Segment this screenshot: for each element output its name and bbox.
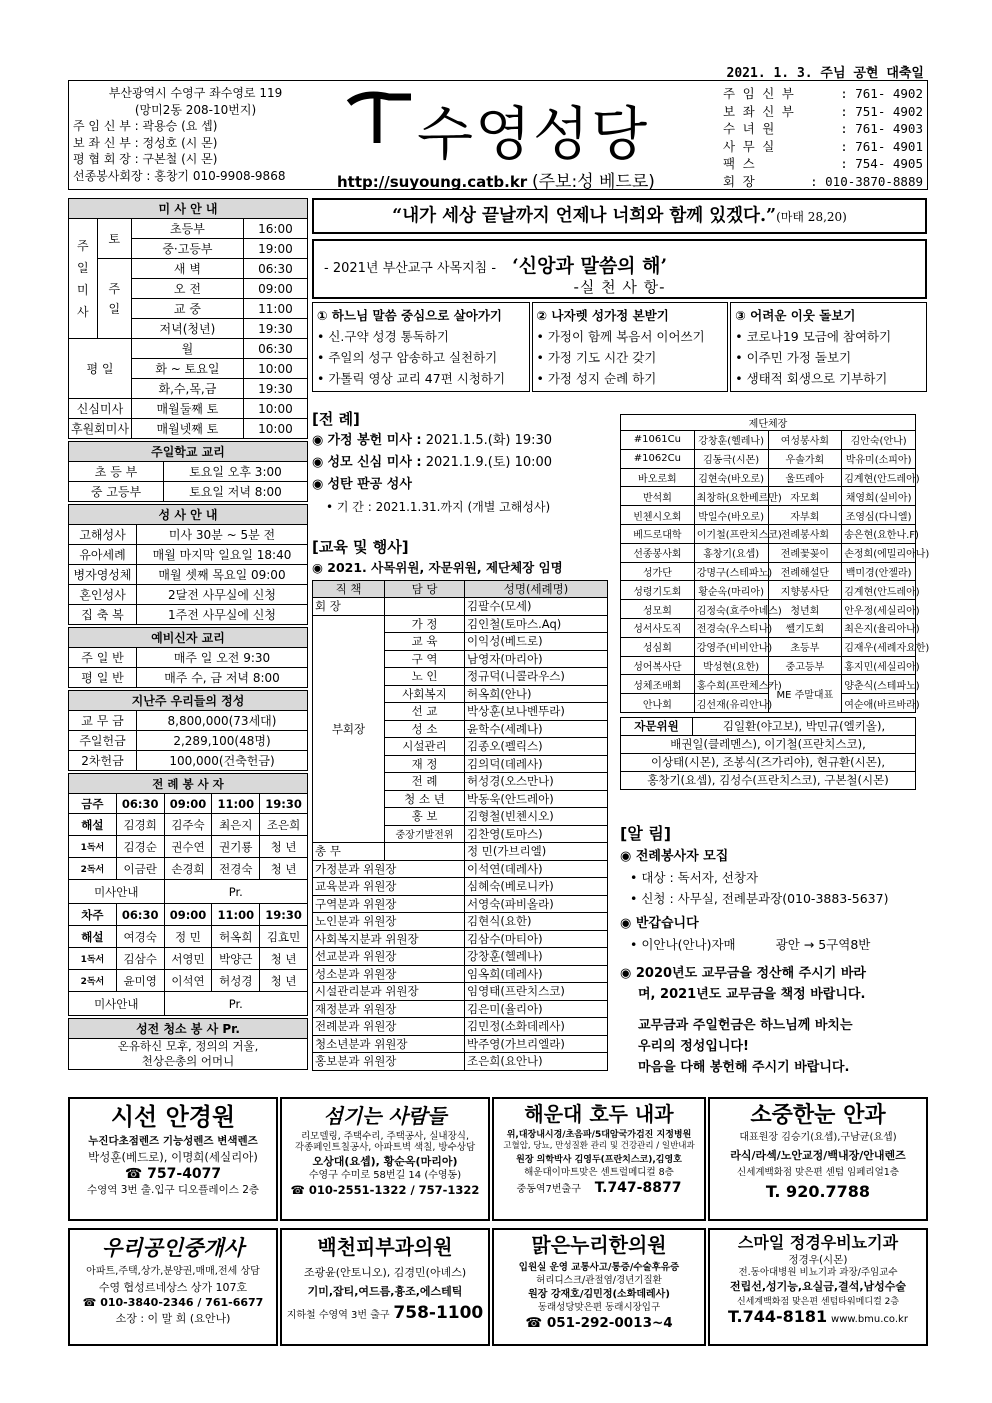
appointment-row: 사회복지 허옥희(안나): [313, 685, 608, 703]
sunday-label: 주 일: [97, 259, 131, 339]
appointment-row: 선교분과 위원장 강창훈(헬레나): [313, 948, 608, 966]
catechumen-table: 예비신자 교리 주 일 반 매주 일 오전 9:30 평 일 반 매주 수, 금 저녁 8:00: [68, 627, 308, 688]
pastoral-guideline: - 2021년 부산교구 사목지침 - ‘신앙과 말씀의 해’: [324, 255, 668, 277]
appointment-row: 사회복지분과 위원장 김삼수(마티아): [313, 930, 608, 948]
group-row: 성모회 김정숙(효주아녜스) 청년회 안우정(세실리아): [621, 600, 916, 619]
group-row: 성가단 강명구(스테파노) 전례해설단 백미경(안젤라): [621, 562, 916, 581]
cross-logo-icon: [339, 83, 419, 163]
contact-row: 사 무 실 : 761- 4901: [723, 138, 923, 154]
appointment-row: 구 역 남영자(마리아): [313, 650, 608, 668]
appointment-row: 전 례 허성경(오스만나): [313, 773, 608, 791]
practice-col-3: ③ 어려운 이웃 돌보기 • 코로나19 모금에 참여하기 • 이주민 가정 돌보기 • 생태적 회생으로 기부하기: [730, 302, 927, 392]
notice-title: [알 림]: [620, 824, 672, 843]
appointment-row: 홍보분과 위원장 조은희(요안나): [313, 1053, 608, 1071]
servers-table: 전 례 봉 사 자 금주 06:30 09:00 11:00 19:30 해설 김경희 김주숙 최은지 조은희 1독서 김경순 권수연 권기룡 청 년 2독서 이금란 손경희 전경숙 청 년 미사안내 Pr. 차주 06:30 09:00 11:00 19:30 해설 여경숙 정 민 허옥희 김효민 1독서 김삼수 서영민 박양근 청 년 2독서 윤미영 이석연 허성경 청 년 미사안내 Pr.: [68, 773, 308, 1016]
saturday-label: 토: [97, 219, 131, 259]
appointment-row: 청 소 년 박동욱(안드레아): [313, 790, 608, 808]
funeral-president: 선종봉사회장 : 홍창기 010-9908-9868: [73, 168, 286, 183]
contact-row: 팩 스 : 754- 4905: [723, 156, 923, 171]
ad-oriental-clinic: 맑은누리한의원 입원실 운영 교통사고/통증/수술후유증 허리디스크/관절염/경년기질환 원장 강재호/김민정(소화데레사) 동래성당맞은편 동래시장입구 ☎ 051-292-0013~4: [492, 1228, 706, 1346]
pastoral-sub: -실 천 사 항-: [573, 278, 666, 296]
group-row: #1061Cu 강창훈(헬레나) 여성봉사회 김안숙(안나): [621, 431, 916, 450]
groups-section: [620, 414, 930, 790]
appointment-row: 청소년분과 위원장 박주영(가브리엘라): [313, 1035, 608, 1053]
appointment-row: 회 장 김팔수(모세): [313, 598, 608, 616]
appointment-row: 부회장 가 정 김인철(토마스.Aq): [313, 615, 608, 633]
group-row: 성어복사단 박성현(요한) 중고등부 홍지민(세실리아): [621, 656, 916, 675]
group-row: 베드로대학 이기철(프란치스코) 전례봉사회 송은현(요한나.F): [621, 524, 916, 543]
appointment-row: 노 인 정규덕(니콜라우스): [313, 668, 608, 686]
quote-box: [312, 198, 927, 234]
group-row: 성서사도직 전경숙(우스티나) 쎌기도회 최은지(율리아나): [621, 618, 916, 637]
left-column: [68, 198, 308, 1070]
sacrament-table: 성 사 안 내 고해성사 미사 30분 ~ 5분 전 유아세례 매월 마지막 일요일 18:40 병자영성체 매월 셋째 목요일 09:00 혼인성사 2달전 사무실에 신청 집 축 복 1주전 사무실에 신청: [68, 504, 308, 625]
group-row: 반석회 최창하(요한베르만) 자모회 채영희(실비아): [621, 487, 916, 506]
appointment-row: 시설관리분과 위원장 임영태(프란치스코): [313, 983, 608, 1001]
notice-section: [알 림] ◉ 전례봉사자 모집 • 대상 : 독서자, 선창자 • 신청 : 사무실, 전례분과장(010-3883-5637) ◉ 반갑습니다 • 이안나(안나)자매 광안 → 5구역8반 ◉ 2020년도 교무금을 정산해 주시기 바라 며, 2021년도 교무금을 책정 바랍니다. 교무금과 주일헌금은 하느님께 바치는 우리의 정성입니다! 마음을 다해 봉헌해 주시기 바랍니다.: [620, 822, 926, 1078]
groups-title: 제단체장: [621, 415, 916, 431]
group-row: 선종봉사회 홍창기(요셉) 전례꽃꽂이 손정희(에밀리아나): [621, 543, 916, 562]
bulletin-date: 2021. 1. 3. 주님 공현 대축일: [726, 66, 924, 81]
pastoral-box: [312, 239, 927, 299]
ad-realty: 우리공인중개사 아파트,주택,상가,분양권,매매,전세 상담 수영 협성르네상스 상가 107호 ☎ 010-3840-2346 / 761-6677 소장 : 이 말 희 (요안나): [68, 1228, 278, 1346]
group-row: 성령기도회 황순옥(마리아) 지향봉사단 김계현(안드레아): [621, 581, 916, 600]
education-title: [교육 및 행사]: [312, 538, 409, 556]
appointment-row: 전례분과 위원장 김민정(소화데레사): [313, 1018, 608, 1036]
sunday-mass-label: 주 일 미 사: [69, 219, 98, 339]
ad-optical: 시선 안경원 누진다초점렌즈 기능성렌즈 변색렌즈 박성훈(베드로), 이명희(세실리아) ☎ 757-4077 수영역 3번 출.입구 디오플레이스 2층: [68, 1097, 278, 1221]
website-line: [337, 167, 655, 192]
contact-row: 주 임 신 부 : 761- 4902: [723, 86, 923, 101]
practice-col-1: ① 하느님 말씀 중심으로 살아가기 • 신.구약 성경 통독하기 • 주일의 성구 암송하고 실천하기 • 가톨릭 영상 교리 47편 시청하기: [312, 302, 530, 392]
ad-urology: 스마일 정경우비뇨기과 정경우(시몬) 전.동아대병원 비뇨기과 과장/주임교수 전립선,성기능,요실금,결석,남성수술 신세계백화점 맞은편 센텀타워메디컬 2층 T.744-8181 www.bmu.co.kr: [708, 1228, 928, 1346]
education-sub: ◉ 2021. 사목위원, 자문위원, 제단체장 임명: [312, 560, 563, 575]
appointment-row: 교육분과 위원장 심혜숙(베로니카): [313, 878, 608, 896]
contact-row: 회 장 : 010-3870-8889: [723, 173, 923, 189]
group-row: 빈첸시오회 박일수(바오로) 자부회 조영심(다니엘): [621, 506, 916, 525]
pastoral-motto: ‘신앙과 말씀의 해’: [512, 255, 668, 277]
header-box: [68, 80, 928, 190]
appointment-row: 시설관리 김종오(펠릭스): [313, 738, 608, 756]
liturgy-title: [전 례]: [312, 410, 360, 428]
council-president: 평 협 회 장 : 구본철 (시 몬): [73, 152, 218, 166]
group-row: 성체조배회 홍수희(프란체스카) ME 주말대표 양춘식(스테파노): [621, 675, 916, 694]
mass-title: 미 사 안 내: [69, 199, 308, 219]
appointment-row: 성소분과 위원장 임옥희(데레사): [313, 965, 608, 983]
practice-col-2: ② 나자렛 성가정 본받기 • 가정이 함께 복음서 이어쓰기 • 가정 기도 시간 갖기 • 가정 성지 순례 하기: [532, 302, 729, 392]
ad-remodeling: 섬기는 사람들 리모델링, 주택수리, 주택공사, 실내장식, 각종페인트칠공사, 아파트벽 색칠, 방수상담 오상대(요셉), 황순옥(마리아) 수영구 수미로 58번길 14 (수영동) ☎ 010-2551-1322 / 757-1322: [280, 1097, 490, 1221]
group-row: 성심회 강영주(비비안나) 초등부 김재우(세례자요한): [621, 637, 916, 656]
quote-ref: (마태 28,20): [776, 210, 847, 224]
pastor: 주 임 신 부 : 곽용승 (요 셉): [73, 119, 218, 133]
address-detail: (망미2동 208-10번지): [134, 102, 257, 117]
parish-info: [73, 85, 318, 184]
contact-row: 수 녀 원 : 761- 4903: [723, 121, 923, 136]
address: 부산광역시 수영구 좌수영로 119: [108, 86, 283, 100]
advisor-table: 자문위원 김일환(야고보), 박민규(엘키올), 배권일(클레멘스), 이기철(프란치스코), 이상태(시몬), 조봉식(즈가리야), 현규환(시몬), 홍창기(요셉), 김성수(프란치스코), 구본철(시몬): [620, 717, 916, 790]
school-table: 주일학교 교리 초 등 부 토요일 오후 3:00 중 고등부 토요일 저녁 8:00: [68, 441, 308, 502]
contacts: [723, 85, 923, 190]
appointment-row: 홍 보 김형철(빈첸시오): [313, 808, 608, 826]
appointment-row: 선 교 박상훈(보나벤뚜라): [313, 703, 608, 721]
cleaning-table: 성전 청소 봉 사 Pr. 온유하신 모후, 정의의 거울, 천상은총의 어머니: [68, 1018, 308, 1070]
contact-row: 보 좌 신 부 : 751- 4902: [723, 103, 923, 119]
education-section: [312, 536, 612, 1071]
appointment-row: 중장기발전위 김찬영(토마스): [313, 825, 608, 843]
assistant-priest: 보 좌 신 부 : 정성호 (시 몬): [73, 135, 218, 150]
ad-dermatology: 백천피부과의원 조광윤(안토니오), 김경민(아녜스) 기미,잡티,여드름,흉조,에스테틱 지하철 수영역 3번 출구 758-1100: [280, 1228, 490, 1346]
group-row: #1062Cu 김동극(시몬) 우솔가회 박유미(소피아): [621, 449, 916, 468]
appointment-table: 직 책 담 당 성명(세례명) 회 장 김팔수(모세) 부회장 가 정 김인철(토마스.Aq) 교 육 이익성(베드로) 구 역 남영자(마리아) 노 인 정규덕(니콜라우스) 사회복지 허옥희(안나) 선 교 박상훈(보나벤뚜라) 성 소 윤학수(세례나) 시설관리 김종오(펠릭스) 재 정 김의덕(데레사) 전 례 허성경(오스만나) 청 소 년 박동욱(안드레아) 홍 보 김형철(빈첸시오) 중장기발전위 김찬영(토마스) 총 무 정 민(가브리엘) 가정분과 위원장 이석연(데레사) 교육분과 위원장 심혜숙(베로니카) 구역분과 위원장 서영숙(파비올라) 노인분과 위원장 김현식(요한) 사회복지분과 위원장 김삼수(마티아) 선교분과 위원장 강창훈(헬레나) 성소분과 위원장 임옥희(데레사) 시설관리분과 위원장 임영태(프란치스코) 재정분과 위원장 김은미(율리아) 전례분과 위원장 김민정(소화데레사) 청소년분과 위원장 박주영(가브리엘라) 홍보분과 위원장 조은희(요안나): [312, 580, 608, 1071]
appointment-row: 교 육 이익성(베드로): [313, 633, 608, 651]
ad-eye-clinic: 소중한눈 안과 대표원장 김승기(요셉),구남균(요셉) 라식/라섹/노안교정/백내장/안내렌즈 신세계백화점 맞은편 센텀 임페리얼1층 T. 920.7788: [708, 1097, 928, 1221]
website-link[interactable]: http://suyoung.catb.kr: [337, 173, 528, 191]
patron: (주보:성 베드로): [531, 172, 655, 192]
weekday-label: 평 일: [69, 339, 132, 399]
appointment-row: 가정분과 위원장 이석연(데레사): [313, 860, 608, 878]
liturgy-section: [전 례] ◉ 가정 봉헌 미사 : 2021.1.5.(화) 19:30 ◉ 성모 신심 미사 : 2021.1.9.(토) 10:00 ◉ 성탄 판공 성사 • 기 간 : 2021.1.31.까지 (개별 고해성사): [312, 408, 612, 518]
ad-clinic: 해운대 호두 내과 위,대장내시경/초음파/5대암국가검진 지정병원 고혈압, 당뇨, 만성질환 관리 및 건강관리 / 일반내과 원장 의학박사 김영두(프란치스코),김영호 해운대이마트맞은 센트럴메디컬 8층 중동역7번출구 T.747-8877: [492, 1097, 706, 1221]
appointment-row: 노인분과 위원장 김현식(요한): [313, 913, 608, 931]
appointment-row: 재정분과 위원장 김은미(율리아): [313, 1000, 608, 1018]
quote-text: “내가 세상 끝날까지 언제나 너희와 함께 있겠다.”: [392, 206, 777, 226]
mass-table: 미 사 안 내 주 일 미 사 토 초등부 16:00 중·고등부 19:00 주 일 새 벽 06:30 오 전 09:00 교 중 11:00 저녁(청년) 19:30 평 일 월 06:30 화 ~ 토요일 10:00 화,수,목,금 19:30 신심미사 매월둘째 토 10:00 후원회미사 매월넷째 토 10:00: [68, 198, 308, 439]
groups-table: [620, 414, 930, 713]
group-row: 안나회 김선재(유리안나) 여순애(바르바라): [621, 694, 916, 713]
offering-table: 지난주 우리들의 정성 교 무 금 8,800,000(73세대) 주일헌금 2,289,100(48명) 2차헌금 100,000(건축헌금): [68, 690, 308, 771]
appointment-row: 총 무 정 민(가브리엘): [313, 843, 608, 861]
appointment-row: 재 정 김의덕(데레사): [313, 755, 608, 773]
appointment-row: 구역분과 위원장 서영숙(파비올라): [313, 895, 608, 913]
appointment-row: 성 소 윤학수(세례나): [313, 720, 608, 738]
practice-columns: [312, 302, 927, 392]
group-row: 바오로회 김현숙(바오로) 울뜨레아 김계현(안드레아): [621, 468, 916, 487]
church-name: 수영성당: [417, 100, 650, 168]
church-logo: [339, 83, 709, 168]
